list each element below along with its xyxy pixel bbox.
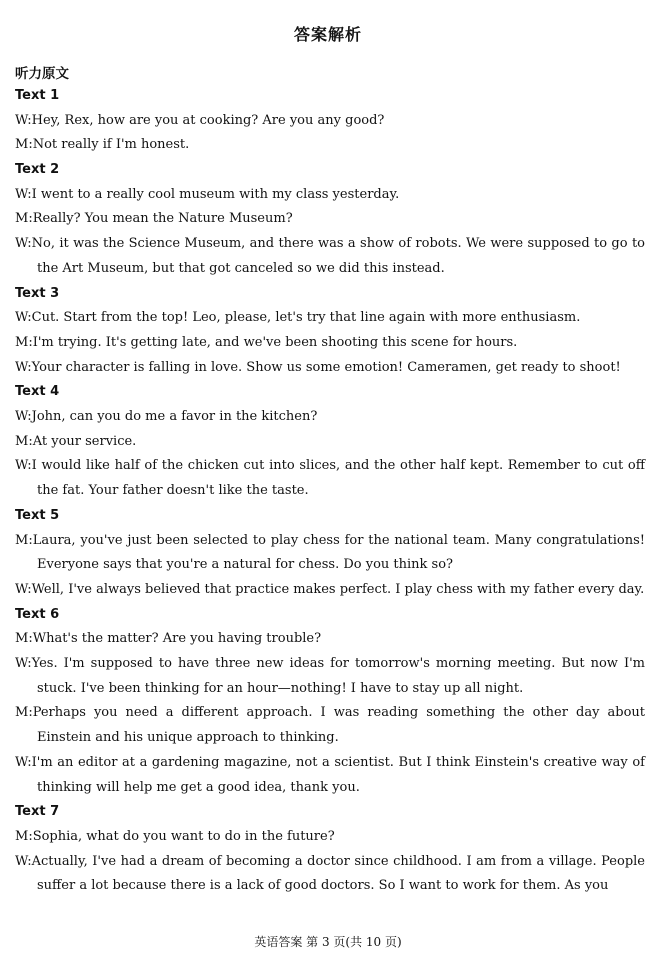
utterance-text: Perhaps you need a different approach. I was reading something the other day about Einstein and his unique approach to thinking. xyxy=(32,705,645,746)
utterance-text: I'm trying. It's getting late, and we've been shooting this scene for hours. xyxy=(32,334,518,350)
dialogue-line: M:At your service. xyxy=(15,433,137,449)
text-heading: Text 6 xyxy=(15,606,60,622)
speaker-label: M xyxy=(15,631,29,647)
speaker-label: W xyxy=(15,754,28,770)
dialogue-line: W:John, can you do me a favor in the kitchen? xyxy=(15,409,318,425)
utterance-text: No, it was the Science Museum, and there was a show of robots. We were supposed to go to the Art Museum, but that got canceled so we did this instead. xyxy=(31,236,645,276)
dialogue-line: W:I would like half of the chicken cut into slices, and the other half kept. Remember to cut off the fat. Your father doesn't like the taste. xyxy=(15,458,645,499)
dialogue-line: W:Cut. Start from the top! Leo, please, let's try that line again with more enthusiasm. xyxy=(15,310,581,326)
utterance-text: Laura, you've just been selected to play chess for the national team. Many congratulations! Everyone says that you're a natural for chess. Do you think so? xyxy=(32,532,645,573)
utterance-text: At your service. xyxy=(32,433,137,449)
dialogue-line: M:Sophia, what do you want to do in the future? xyxy=(15,828,335,844)
speaker-label: W xyxy=(15,236,28,252)
text-heading: Text 4 xyxy=(15,384,60,400)
dialogue-line: W:Yes. I'm supposed to have three new ideas for tomorrow's morning meeting. But now I'm stuck. I've been thinking for an hour—nothing! I have to stay up all night. xyxy=(15,656,645,696)
dialogue-line: M:Perhaps you need a different approach. I was reading something the other day about Einstein and his unique approach to thinking. xyxy=(15,705,645,746)
speaker-label: W xyxy=(15,112,28,128)
dialogue-line: M:Really? You mean the Nature Museum? xyxy=(15,211,293,227)
speaker-label: M xyxy=(15,532,29,548)
utterance-text: Hey, Rex, how are you at cooking? Are you any good? xyxy=(31,112,385,128)
page-title: 答案解析 xyxy=(293,25,362,44)
utterance-text: I would like half of the chicken cut into slices, and the other half kept. Remember to cut off the fat. Your father doesn't like the taste. xyxy=(31,458,645,499)
transcript-content xyxy=(15,84,645,899)
utterance-text: I went to a really cool museum with my class yesterday. xyxy=(31,186,400,202)
dialogue-line: W:Well, I've always believed that practice makes perfect. I play chess with my father every day. xyxy=(15,581,645,597)
dialogue-line: W:I went to a really cool museum with my class yesterday. xyxy=(15,186,400,202)
dialogue-line: M:What's the matter? Are you having trouble? xyxy=(15,631,322,647)
utterance-text: What's the matter? Are you having trouble? xyxy=(32,631,322,647)
dialogue-line: W:Hey, Rex, how are you at cooking? Are you any good? xyxy=(15,112,385,128)
dialogue-line: W:No, it was the Science Museum, and there was a show of robots. We were supposed to go to the Art Museum, but that got canceled so we did this instead. xyxy=(15,236,645,276)
speaker-label: M xyxy=(15,211,29,227)
speaker-label: M xyxy=(15,828,29,844)
utterance-text: Actually, I've had a dream of becoming a doctor since childhood. I am from a village. People suffer a lot because there is a lack of good doctors. So I want to work for them. As you xyxy=(31,853,645,894)
speaker-label: W xyxy=(15,853,28,869)
dialogue-line: M:Not really if I'm honest. xyxy=(15,137,190,153)
text-heading: Text 3 xyxy=(15,285,60,301)
dialogue-line: W:I'm an editor at a gardening magazine, not a scientist. But I think Einstein's creative way of thinking will help me get a good idea, thank you. xyxy=(15,754,645,795)
text-heading: Text 5 xyxy=(15,507,60,523)
speaker-label: W xyxy=(15,409,28,425)
dialogue-line: M:Laura, you've just been selected to play chess for the national team. Many congratulations! Everyone says that you're a natural for chess. Do you think so? xyxy=(15,532,645,573)
dialogue-line: W:Actually, I've had a dream of becoming a doctor since childhood. I am from a village. People suffer a lot because there is a lack of good doctors. So I want to work for them. As you xyxy=(15,853,645,894)
section-heading: 听力原文 xyxy=(15,66,69,82)
utterance-text: Not really if I'm honest. xyxy=(32,137,190,153)
text-heading: Text 1 xyxy=(15,88,60,103)
speaker-label: M xyxy=(15,433,29,449)
utterance-text: John, can you do me a favor in the kitchen? xyxy=(31,409,318,425)
text-heading: Text 7 xyxy=(15,804,60,820)
speaker-label: W xyxy=(15,186,28,202)
utterance-text: Well, I've always believed that practice makes perfect. I play chess with my father every day. xyxy=(31,581,645,597)
speaker-label: W xyxy=(15,310,28,326)
utterance-text: Really? You mean the Nature Museum? xyxy=(32,211,293,227)
utterance-text: Yes. I'm supposed to have three new ideas for tomorrow's morning meeting. But now I'm stuck. I've been thinking for an hour—nothing! I have to stay up all night. xyxy=(31,656,645,696)
speaker-label: W xyxy=(15,656,28,672)
page-footer: 英语答案 第 3 页(共 10 页) xyxy=(254,935,402,949)
speaker-label: W xyxy=(15,581,28,597)
speaker-label: W xyxy=(15,458,28,474)
speaker-label: M xyxy=(15,705,29,721)
speaker-label: M xyxy=(15,334,29,350)
text-heading: Text 2 xyxy=(15,162,60,178)
speaker-label: M xyxy=(15,137,29,153)
speaker-label: W xyxy=(15,359,28,375)
dialogue-line: W:Your character is falling in love. Show us some emotion! Cameramen, get ready to shoot! xyxy=(15,359,621,375)
utterance-text: Your character is falling in love. Show us some emotion! Cameramen, get ready to shoot! xyxy=(31,359,621,375)
utterance-text: I'm an editor at a gardening magazine, not a scientist. But I think Einstein's creative way of thinking will help me get a good idea, thank you. xyxy=(31,754,645,795)
dialogue-line: M:I'm trying. It's getting late, and we've been shooting this scene for hours. xyxy=(15,334,518,350)
utterance-text: Cut. Start from the top! Leo, please, let's try that line again with more enthusiasm. xyxy=(31,310,581,326)
utterance-text: Sophia, what do you want to do in the future? xyxy=(32,828,335,844)
